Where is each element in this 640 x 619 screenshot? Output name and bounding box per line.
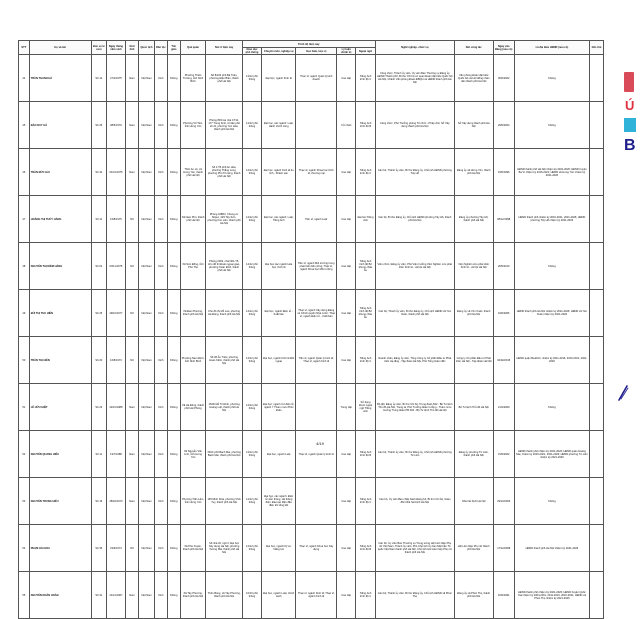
cell-name: HOÀNG THỊ THÚY HẰNG [29, 196, 91, 243]
cell-id: Số 23 [91, 384, 106, 431]
cell-specialty: Đại học, các ngành: Luật, Tiếng Anh [262, 196, 296, 243]
cell-ethnicity: Kinh [155, 102, 168, 149]
cell-academic-degree: Thạc sĩ, ngành Khoa học Xây dựng [296, 525, 337, 572]
cell-academic-degree [296, 478, 337, 525]
cell-dob: 23/9/1974 [106, 525, 125, 572]
cell-academic-degree: Tiến sĩ, ngành Quản lý kinh tế; Thạc sĩ, ngành Kinh tế [296, 337, 337, 384]
cell-general-education: 12/12 phổ thông [242, 431, 261, 478]
cell-gender: Nam [126, 149, 139, 196]
cell-political-theory: Cao cấp [337, 337, 356, 384]
cell-ethnicity: Kinh [155, 525, 168, 572]
header-id: Bốn số lẻ cuối [91, 41, 106, 55]
cell-workplace: Đảng ủy xã Phúc Thọ, thành phố Hà Nội [454, 572, 493, 619]
table-row [19, 525, 604, 572]
table-row [19, 431, 604, 478]
cell-council-member: HĐND thành phố Hà Nội nhiệm kỳ 2021-2026; HĐND huyện Ba Vì nhiệm kỳ 2016-2021; HĐND xã Hưng Yên nhiệm kỳ 2021-2026 [514, 149, 589, 196]
cell-id: Số 32 [91, 149, 106, 196]
cell-stt: 45 [19, 102, 30, 149]
cell-ethnicity: Kinh [155, 196, 168, 243]
cell-workplace: Công ty Cổ phần Đầu tư Phát triển Hà Nội - Tập đoàn Hà Nội [454, 337, 493, 384]
cell-foreign-language: Tiếng Anh trình độ C [356, 478, 375, 525]
header-dob: Ngày tháng năm sinh [106, 41, 125, 55]
cell-dob: 27/4/1975 [106, 55, 125, 102]
cell-academic-degree [296, 102, 337, 149]
cell-foreign-language: Tiếng Anh trình độ C [356, 55, 375, 102]
cell-dob: 16/8/1975 [106, 196, 125, 243]
cell-political-theory: Cao cấp [337, 290, 356, 337]
cell-id: Số 11 [91, 196, 106, 243]
cell-stt: 50 [19, 337, 30, 384]
cell-workplace: Đảng ủy phường Tây Hồ, thành phố Hà Nội [454, 196, 493, 243]
side-letter-u: Ú [625, 98, 635, 113]
cell-academic-degree: Thạc sĩ, ngành Xây dựng Đảng và Chính quyền Nhà nước; Thạc sĩ, ngành Điện tử - Xuất bản [296, 290, 337, 337]
cell-stt: 46 [19, 149, 30, 196]
cell-gender: Nữ [126, 196, 139, 243]
cell-hometown: Xã Nguyễn Văn Linh, tỉnh Hưng Yên [180, 431, 206, 478]
cell-specialty: Đại học, các ngành: Điện tử viễn thông, Hệ thống điện; Đào tạo điện đầu điện khí tổng kết [262, 478, 296, 525]
header-stt: STT [19, 41, 30, 55]
cell-note [589, 478, 603, 525]
cell-party-date: 31/5/2002 [493, 431, 514, 478]
table-header [19, 41, 604, 55]
cell-hometown: Phường Nam Định, tỉnh Ninh Bình [180, 337, 206, 384]
cell-party-date: 10/9/1991 [493, 572, 514, 619]
cell-occupation: Doanh nhân, Đảng ủy viên, Tổng Công ty Cổ phần Đầu tư Phát triển Hạ tầng - Tập đoàn Hà Nội, Phó Tổng Giám đốc [375, 337, 454, 384]
cell-id: Số 02 [91, 243, 106, 290]
page-number: 4/19 [316, 441, 324, 446]
cell-note [589, 337, 603, 384]
header-occupation: Nghề nghiệp, chức vụ [375, 41, 454, 55]
cell-id: Số 20 [91, 337, 106, 384]
cell-religion: Không [167, 384, 180, 431]
cell-name: TRẦN THỊ HIỀN [29, 337, 91, 384]
cell-occupation: Cán bộ, Ủy viên Ban Thường vụ Trung ương Hội Liên hiệp Phụ nữ Việt Nam, Thành ủy viên, Phó Chủ tịch Ủy ban Mặt trận Tổ quốc Việt Nam thành phố Hà Nội, Chủ tịch Hội Liên hiệp Phụ nữ thành phố Hà Nội [375, 525, 454, 572]
cell-foreign-language: Tiếng Anh trình độ B [356, 525, 375, 572]
cell-religion: Không [167, 55, 180, 102]
cell-dob: 19/7/1988 [106, 431, 125, 478]
cell-stt: 54 [19, 525, 30, 572]
cell-ethnicity: Kinh [155, 243, 168, 290]
cell-occupation: Cán bộ, Ủy viên Ban chấp hành Đảng bộ, Bí thư Chi bộ, Giám đốc Nhà hát Kịch Hà Nội [375, 478, 454, 525]
cell-hometown: Phường Trần Lãm, tỉnh Hưng Yên [180, 478, 206, 525]
cell-ethnicity: Kinh [155, 149, 168, 196]
cell-note [589, 384, 603, 431]
cell-id: Số 16 [91, 478, 106, 525]
cell-foreign-language: Sử dụng được ngoại ngữ Tiếng Anh [356, 384, 375, 431]
cell-party-date: 29/10/2003 [493, 478, 514, 525]
cell-note [589, 196, 603, 243]
cell-workplace: Đảng ủy phường Tứ Liên, thành phố Hà Nội [454, 431, 493, 478]
header-academic-degree: Học hàm, Học vị [296, 48, 337, 55]
cell-general-education: 10/10 phổ thông [242, 572, 261, 619]
cell-academic-degree: Thạc sĩ, ngành Quản lý kinh tế [296, 431, 337, 478]
cell-name: TRẦN THANH HÀ [29, 55, 91, 102]
cell-address: 165 Minh Khai, phường Vĩnh Tuy, thành phố Hà Nội [206, 478, 242, 525]
pen-mark-icon [616, 384, 630, 402]
cell-specialty: Đại học các ngành Hóa học, Kinh tế [262, 243, 296, 290]
header-council-member: Là đại biểu HĐND (nếu có) [514, 41, 589, 55]
cell-stt: 44 [19, 55, 30, 102]
cell-hometown: Thôn An Lộ, xã Hưng Yên, thành phố Hà Nội [180, 149, 206, 196]
cell-workplace: Đảng ủy xã Yên Xuân, thành phố Hà Nội [454, 290, 493, 337]
cell-id: Số 35 [91, 525, 106, 572]
cell-address: Số nhà 32, ngõ 2, Đại học Xây dựng Hà Nội, phường Tương Mai, thành phố Hà Nội [206, 525, 242, 572]
cell-address: Số 17 B phố An Hòa, phường Thắng Long, phường Phú Thượng, thành phố Hà Nội [206, 149, 242, 196]
cell-foreign-language: Tiếng Anh trình độ B2 khung châu Âu [356, 243, 375, 290]
header-party-date: Ngày vào Đảng (nếu có) [493, 41, 514, 55]
cell-specialty: Đại học, ngành Điện tử - Xuất bản [262, 290, 296, 337]
cell-religion: Không [167, 572, 180, 619]
cell-political-theory: Cao cấp [337, 55, 356, 102]
header-workplace: Nơi công tác [454, 41, 493, 55]
cell-name: PHẠM HẢI HOA [29, 525, 91, 572]
cell-foreign-language: Tiếng Anh trình độ B [356, 431, 375, 478]
cell-stt: 53 [19, 478, 30, 525]
cell-gender: Nữ [126, 525, 139, 572]
cell-name: NGUYỄN THỊ DIỄM HẰNG [29, 243, 91, 290]
cell-nationality: Việt Nam [138, 525, 154, 572]
cell-id: Số 25 [91, 290, 106, 337]
cell-general-education: 12/12 phổ thông [242, 384, 261, 431]
cell-nationality: Việt Nam [138, 149, 154, 196]
cell-academic-degree: Thạc sĩ, ngành Khoa học Kinh tế, thương mại [296, 149, 337, 196]
cell-workplace: Viện Nghiên cứu phát triển Kinh tế - xã hội Hà Nội [454, 243, 493, 290]
cell-nationality: Việt Nam [138, 102, 154, 149]
cell-address: Phòng 803 tòa nhà CT1b, 177 Trung Kính, tổ dân phố số 21, phường Yên Hòa, thành phố Hà Nội [206, 102, 242, 149]
cell-dob: 29/10/1977 [106, 290, 125, 337]
candidate-table [18, 40, 604, 619]
cell-address: 154D Mễ Trì Đình, phường Hoàng Liệt, thành phố Hà Nội [206, 384, 242, 431]
cell-stt: 51 [19, 384, 30, 431]
header-ethnicity: Dân tộc [155, 41, 168, 55]
cell-workplace: Nhà hát Kịch Hà Nội [454, 478, 493, 525]
cell-dob: 22/10/1988 [106, 384, 125, 431]
cell-dob: 08/5/1979 [106, 102, 125, 149]
cell-gender: Nữ [126, 337, 139, 384]
cell-workplace: Văn phòng Đoàn đại biểu Quốc hội và Hội đồng nhân dân thành phố Hà Nội [454, 55, 493, 102]
cell-specialty: Đại học, ngành Luật [262, 431, 296, 478]
cell-party-date: 19/5/1996 [493, 149, 514, 196]
cell-council-member: Không [514, 478, 589, 525]
cell-council-member: Không [514, 102, 589, 149]
cell-religion: Không [167, 337, 180, 384]
cell-id: Số 31 [91, 572, 106, 619]
cell-occupation: Công chức, Phó Trưởng phòng Tổ chức - Pháp chế, Sở Xây dựng thành phố Hà Nội [375, 102, 454, 149]
cell-note [589, 243, 603, 290]
cell-nationality: Việt Nam [138, 337, 154, 384]
cell-party-date: 29/5/2004 [493, 102, 514, 149]
cell-gender: Nam [126, 431, 139, 478]
cell-occupation: Cán bộ, Thành ủy viên, Bí thư Đảng ủy, Chủ tịch HĐND phường Tứ Liên [375, 431, 454, 478]
cell-general-education: 12/12 phổ thông [242, 290, 261, 337]
cell-political-theory: Cao cấp [337, 572, 356, 619]
cell-council-member: HĐND thành phố nhiệm kỳ 2021-2026; HĐND huyện Quốc Oai nhiệm kỳ 2004-2011, 2011-2016, 2016-2021; HĐND xã Phúc Thọ nhiệm kỳ 2021-2026 [514, 572, 589, 619]
cell-council-member: HĐND thành phố Hà Nội nhiệm kỳ 2021-2026; HĐND xã Yên Xuân nhiệm kỳ 2021-2026 [514, 290, 589, 337]
cell-gender: Nữ [126, 290, 139, 337]
cell-foreign-language: Tiếng Anh trình độ C [356, 149, 375, 196]
cell-id: Số 14 [91, 55, 106, 102]
cell-name: NGUYỄN TRUNG HIẾU [29, 478, 91, 525]
cell-ethnicity: Kinh [155, 384, 168, 431]
cell-stt: 49 [19, 290, 30, 337]
cell-gender: Nam [126, 478, 139, 525]
table-row [19, 337, 604, 384]
cell-address: 394C phố Bạch Mai, phường Bạch Mai, thành phố Hà Nội [206, 431, 242, 478]
cell-name: NGUYỄN DOÃN HOÀN [29, 572, 91, 619]
cell-general-education: 12/12 phổ thông [242, 525, 261, 572]
cell-workplace: Bộ Tư lệnh Thủ đô Hà Nội [454, 384, 493, 431]
cell-name: BÙI THỊ THU HIỀN [29, 290, 91, 337]
cell-specialty: Đại học, ngành Kỹ sư Năng lực [262, 525, 296, 572]
cell-council-member: Không [514, 384, 589, 431]
cell-political-theory: Cao cấp [337, 431, 356, 478]
cell-nationality: Việt Nam [138, 478, 154, 525]
table-row [19, 196, 604, 243]
cell-hometown: Xã Nam Phù, thành phố Hà Nội [180, 196, 206, 243]
cell-address: Số 28 Âu Triệu, phường Hoàn Kiếm, thành phố Hà Nội [206, 337, 242, 384]
cell-name: ĐÀO DUY HÀ [29, 102, 91, 149]
cell-ethnicity: Kinh [155, 478, 168, 525]
cell-nationality: Việt Nam [138, 243, 154, 290]
cell-specialty: Đại học, các ngành: Luật, Hành chính công [262, 102, 296, 149]
cell-foreign-language: Tiếng Anh trình độ C [356, 572, 375, 619]
cell-specialty: Đại học, ngành Kinh tế du lịch - Khách sạn [262, 149, 296, 196]
cell-address: Số 84/22 phố Bà Triệu, phường Điện Biên, thành phố Hà Nội [206, 55, 242, 102]
cell-nationality: Việt Nam [138, 55, 154, 102]
cell-occupation: Công chức, Thành ủy viên, Ủy viên Ban Thường vụ Đảng ủy HĐND Thành phố, Bí thư Chi bộ cơ quan Đoàn đại biểu Quốc hội Hà Nội, Chánh Văn phòng Đoàn ĐBQH và HĐND thành phố Hà Nội [375, 55, 454, 102]
cell-general-education: 12/12 phổ thông [242, 337, 261, 384]
cell-address: Phòng 42B03, Chung cư Mipec, 229 Tây Sơn, phường Kim Liên, thành phố Hà Nội [206, 196, 242, 243]
cell-political-theory: Cao cấp [337, 525, 356, 572]
cell-gender: Nam [126, 102, 139, 149]
cell-dob: 16/8/1973 [106, 337, 125, 384]
cell-foreign-language: Tiếng Anh trình độ B [356, 102, 375, 149]
cell-ethnicity: Kinh [155, 55, 168, 102]
cell-political-theory: Cao cấp [337, 196, 356, 243]
cell-note [589, 55, 603, 102]
cell-gender: Nữ [126, 243, 139, 290]
cell-gender: Nam [126, 55, 139, 102]
header-specialty: Chuyên môn, nghiệp vụ [262, 48, 296, 55]
cell-hometown: Xã Tây Phương, thành phố Hà Nội [180, 572, 206, 619]
cell-note [589, 431, 603, 478]
cell-occupation: Bộ đội, Đảng ủy viên, Bí thư Chi bộ, Trung đoàn 692 - Bộ Tư lệnh Thủ đô Hà Nội, Trung tá, Phó Trưởng đoàn trưởng - Tham mưu trưởng Trung đoàn PB 492 - Bộ Tư lệnh Thủ đô Hà Nội [375, 384, 454, 431]
cell-dob: 28/02/1973 [106, 478, 125, 525]
cell-hometown: Xã Phú Xuyên, thành phố Hà Nội [180, 525, 206, 572]
table-row [19, 572, 604, 619]
cell-hometown: Phường Vũ Tiên, tỉnh Hưng Yên [180, 102, 206, 149]
cell-academic-degree: Thạc sĩ, ngành Quản lý kinh doanh [296, 55, 337, 102]
cell-name: LÊ HỮU HIỆP [29, 384, 91, 431]
cell-hometown: Phường Thiên Trường, tỉnh Ninh Bình [180, 55, 206, 102]
cell-note [589, 102, 603, 149]
cell-specialty: Đại học, ngành Kinh tế Đối ngoại [262, 337, 296, 384]
cell-general-education: 12/12 phổ thông [242, 149, 261, 196]
cell-religion: Không [167, 243, 180, 290]
side-tab-red [624, 72, 634, 92]
cell-gender: Nam [126, 572, 139, 619]
cell-dob: 21/12/1967 [106, 572, 125, 619]
cell-note [589, 572, 603, 619]
cell-nationality: Việt Nam [138, 572, 154, 619]
cell-dob: 03/11/1975 [106, 243, 125, 290]
cell-specialty: Đại học, ngành Kinh tế [262, 55, 296, 102]
cell-general-education: 12/12 phổ thông [242, 196, 261, 243]
cell-political-theory: Trung cấp [337, 384, 356, 431]
cell-workplace: Hội Liên hiệp Phụ nữ thành phố Hà Nội [454, 525, 493, 572]
cell-general-education: 12/12 phổ thông [242, 478, 261, 525]
cell-religion: Không [167, 149, 180, 196]
table-body [19, 55, 604, 619]
header-gender: Giới tính [126, 41, 139, 55]
cell-specialty: Đại học, ngành Luật, chính sách [262, 572, 296, 619]
side-tab-cyan [624, 118, 636, 132]
cell-ethnicity: Kinh [155, 572, 168, 619]
cell-foreign-language: Tiếng Anh trình độ C [356, 337, 375, 384]
cell-address: Phòng 2002, nhà N01-T5, khu đô thị Đoàn ngoại giao, phường Xuân Đỉnh, thành phố Hà Nội [206, 243, 242, 290]
cell-council-member: HĐND thành phố nhiệm kỳ 2021-2026; HĐND quận Hoàng Mai, nhiệm kỳ 2016-2021, 2021-2026; HĐND phường Tứ Liên nhiệm kỳ 2021-2026 [514, 431, 589, 478]
cell-academic-degree: Tiến sĩ, ngành Luật [296, 196, 337, 243]
cell-nationality: Việt Nam [138, 384, 154, 431]
cell-nationality: Việt Nam [138, 196, 154, 243]
cell-nationality: Việt Nam [138, 431, 154, 478]
cell-general-education: 12/12 phổ thông [242, 102, 261, 149]
cell-hometown: Xã Đan Phượng, thành phố Hà Nội [180, 290, 206, 337]
cell-occupation: Viên chức, Đảng ủy viên, Phó Viện trưởng Viện Nghiên cứu phát triển Kinh tế - xã hội Hà Nội [375, 243, 454, 290]
cell-ethnicity: Kinh [155, 290, 168, 337]
cell-party-date: 17/12/2008 [493, 525, 514, 572]
cell-occupation: Cán bộ, Thành ủy viên, Bí thư Đảng ủy, Chủ tịch HĐND xã Phúc Thọ [375, 572, 454, 619]
cell-religion: Không [167, 431, 180, 478]
cell-foreign-language: Tiếng Anh trình độ B2 khung châu Âu [356, 290, 375, 337]
table-row [19, 55, 604, 102]
cell-stt: 52 [19, 431, 30, 478]
header-foreign-language: Ngoại ngữ [356, 48, 375, 55]
cell-religion: Không [167, 290, 180, 337]
cell-religion: Không [167, 102, 180, 149]
header-address: Nơi ở hiện nay [206, 41, 242, 55]
cell-council-member: Không [514, 55, 589, 102]
cell-foreign-language: Đại học Tiếng Anh [356, 196, 375, 243]
cell-occupation: Cán bộ, Thành ủy viên, Bí thư Đảng ủy, Chủ tịch HĐND phường Tây Hồ [375, 149, 454, 196]
cell-address: Khu đô thị Mỗ Lao, phường Hà Đông, thành phố Hà Nội [206, 290, 242, 337]
cell-ethnicity: Kinh [155, 337, 168, 384]
header-name: Họ và tên [29, 41, 91, 55]
cell-party-date: 08/12/1998 [493, 196, 514, 243]
cell-specialty: Đại học, ngành Cơ điện tử, ngành Y Tham mưu Phúc khảo [262, 384, 296, 431]
cell-name: TRẦN ĐỨC HẢI [29, 149, 91, 196]
cell-note [589, 290, 603, 337]
cell-workplace: Sở Xây dựng thành phố Hà Nội [454, 102, 493, 149]
cell-academic-degree: Thạc sĩ, ngành Kinh tế; Thạc sĩ, ngành Kinh tế [296, 572, 337, 619]
table-row [19, 478, 604, 525]
cell-party-date: 30/6/2002 [493, 55, 514, 102]
cell-general-education: 12/12 phổ thông [242, 243, 261, 290]
cell-council-member: HĐND thành phố Hà Nội nhiệm kỳ 2021-2026 [514, 525, 589, 572]
cell-hometown: Xã Hà Đông, thành phố Hải Phòng [180, 384, 206, 431]
cell-note [589, 149, 603, 196]
cell-occupation: Cán bộ, Bí thư Đảng ủy, Chủ tịch HĐND phường Tây Hồ, thành phố Hà Nội [375, 196, 454, 243]
cell-ethnicity: Kinh [155, 431, 168, 478]
cell-id: Số 25 [91, 102, 106, 149]
cell-workplace: Đảng ủy xã Hưng Yên, thành phố Hà Nội [454, 149, 493, 196]
cell-political-theory: Cao cấp [337, 243, 356, 290]
cell-political-theory: Cử nhân [337, 102, 356, 149]
cell-name: NGUYỄN QUANG HIẾU [29, 431, 91, 478]
cell-political-theory: Cao cấp [337, 149, 356, 196]
cell-party-date: 21/4/2009 [493, 384, 514, 431]
cell-stt: 48 [19, 243, 30, 290]
cell-note [589, 525, 603, 572]
cell-party-date: 02/02/2015 [493, 337, 514, 384]
cell-council-member: Không [514, 243, 589, 290]
cell-stt: 55 [19, 572, 30, 619]
cell-dob: 01/01/1975 [106, 149, 125, 196]
cell-academic-degree: Tiến sĩ, ngành Môi trường trong phát triển bền vững; Thạc sĩ, ngành Khoa học Môi trường [296, 243, 337, 290]
table-row [19, 290, 604, 337]
header-hometown: Quê quán [180, 41, 206, 55]
table-row [19, 102, 604, 149]
cell-religion: Không [167, 478, 180, 525]
cell-gender: Nam [126, 384, 139, 431]
cell-id: Số 11 [91, 431, 106, 478]
cell-council-member: HĐND thành phố nhiệm kỳ 2016-2021, 2021-2026; HĐND phường Tây Hồ nhiệm kỳ 2021-2026 [514, 196, 589, 243]
header-general-education: Giáo dục phổ thông [242, 48, 261, 55]
cell-religion: Không [167, 525, 180, 572]
header-education-group: Trình độ hiện nay [242, 41, 375, 48]
header-political-theory: Lý luận chính trị [337, 48, 356, 55]
cell-stt: 47 [19, 196, 30, 243]
cell-occupation: Cán bộ, Thành ủy viên, Bí thư Đảng ủy, Chủ tịch HĐND xã Yên Xuân, thành phố Hà Nội [375, 290, 454, 337]
header-nationality: Quốc tịch [138, 41, 154, 55]
side-letter-b: B [624, 137, 636, 154]
cell-address: Thôn Bùng, xã Tây Phương, thành phố Hà Nội [206, 572, 242, 619]
cell-hometown: Xã Sơn Đồng, tỉnh Phú Thọ [180, 243, 206, 290]
cell-religion: Không [167, 196, 180, 243]
header-note: Ghi chú [589, 41, 603, 55]
cell-council-member: HĐND quận Ba Đình, nhiệm kỳ 2011-2016, 2016-2021, 2021-2026 [514, 337, 589, 384]
header-religion: Tôn giáo [167, 41, 180, 55]
header-row-top [19, 41, 604, 48]
cell-party-date: 26/5/2010 [493, 243, 514, 290]
table-row [19, 384, 604, 431]
table-row [19, 149, 604, 196]
cell-academic-degree [296, 384, 337, 431]
cell-political-theory: Cao cấp [337, 478, 356, 525]
cell-general-education: 12/12 phổ thông [242, 55, 261, 102]
cell-party-date: 19/6/2006 [493, 290, 514, 337]
cell-nationality: Việt Nam [138, 290, 154, 337]
table-row [19, 243, 604, 290]
candidate-list-sheet [18, 40, 604, 619]
